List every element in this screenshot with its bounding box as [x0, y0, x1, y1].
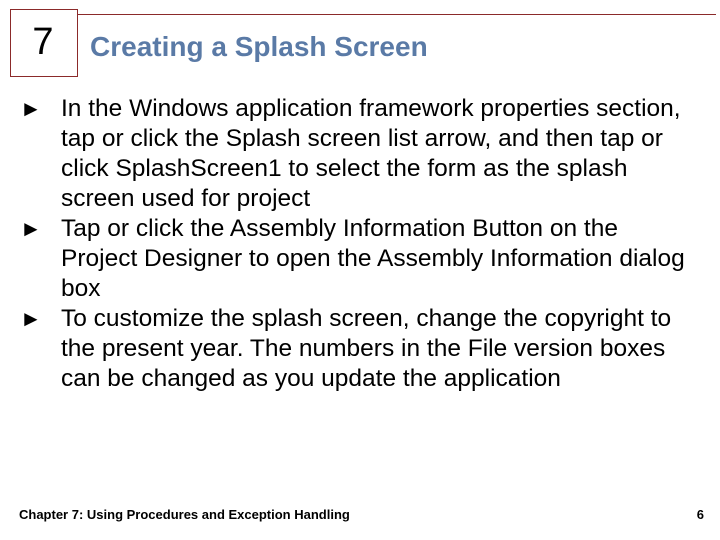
bullet-arrow-icon: ►: [20, 216, 42, 241]
slide-title: Creating a Splash Screen: [90, 31, 428, 62]
title-divider: [78, 14, 716, 15]
bullet-arrow-icon: ►: [20, 96, 42, 121]
footer-chapter-title: Chapter 7: Using Procedures and Exception Handling: [19, 507, 350, 522]
bullet-item: [20, 304, 700, 394]
chapter-number: 7: [32, 21, 54, 63]
bullet-arrow-icon: ►: [20, 306, 42, 331]
bullet-text: In the Windows application framework properties section, tap or click the Splash screen list arrow, and then tap or click SplashScreen1 to select the form as the splash screen used for project: [61, 95, 681, 212]
bullet-list: [20, 94, 700, 394]
page-number: 6: [696, 507, 704, 522]
bullet-text: To customize the splash screen, change the copyright to the present year. The numbers in the File version boxes can be changed as you update the application: [61, 305, 672, 392]
bullet-text: Tap or click the Assembly Information Button on the Project Designer to open the Assembly Information dialog box: [61, 215, 685, 302]
bullet-item: [20, 94, 700, 214]
bullet-item: [20, 214, 700, 304]
chapter-number-box: [10, 9, 78, 77]
